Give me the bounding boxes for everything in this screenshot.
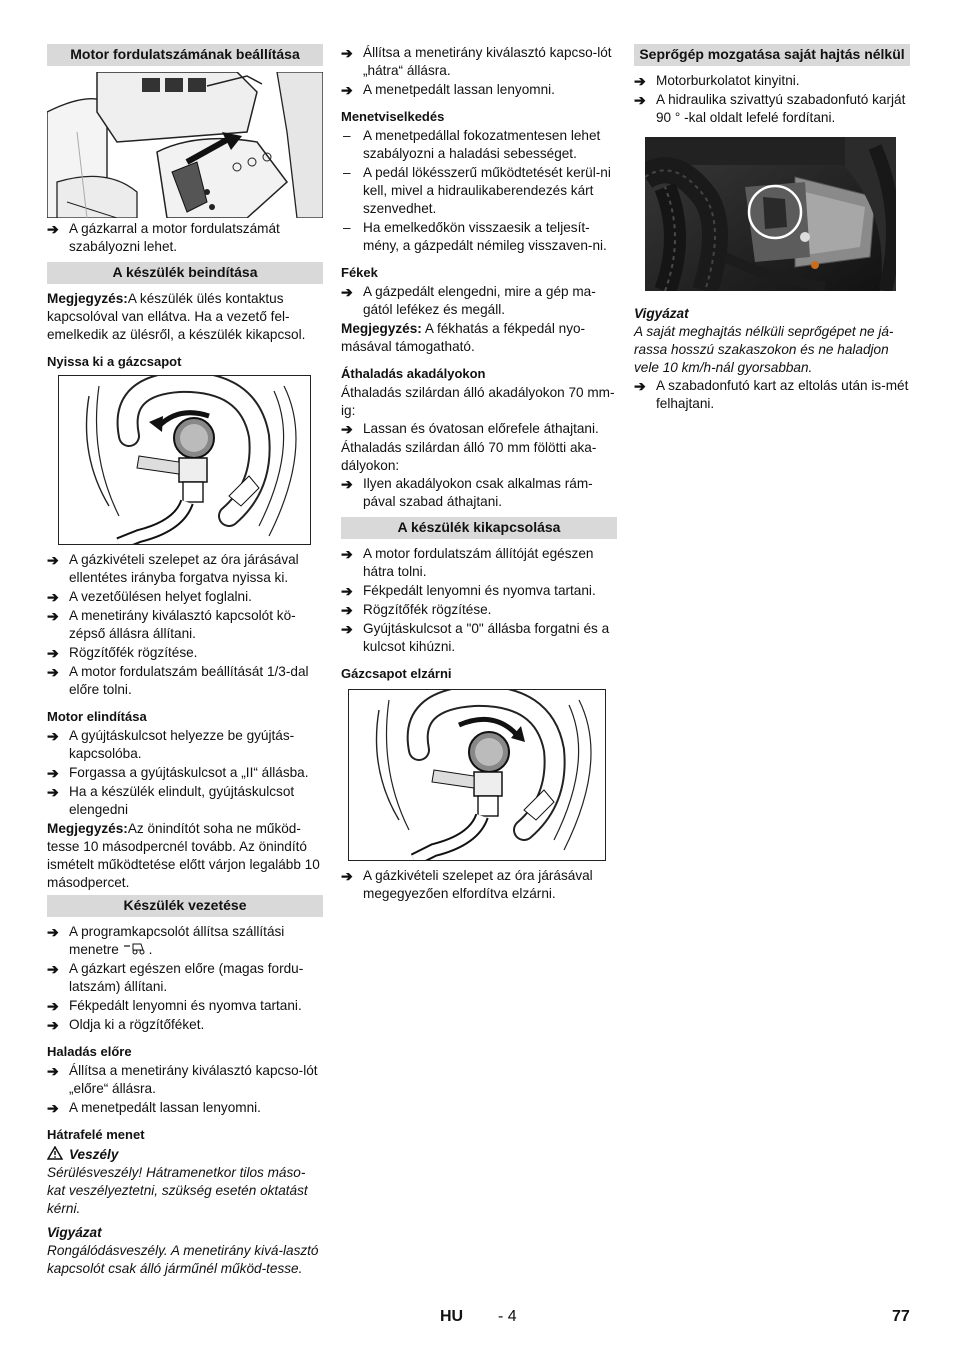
arrow-right-icon: ➔ xyxy=(47,998,59,1014)
footer-language: HU xyxy=(440,1308,464,1325)
section-heading-driving: Készülék vezetése xyxy=(47,895,323,917)
arrow-right-icon: ➔ xyxy=(341,421,353,437)
figure-hydraulic-pump-photo xyxy=(645,137,896,291)
subheading-reverse: Hátrafelé menet xyxy=(47,1127,145,1142)
arrow-right-icon: ➔ xyxy=(634,378,646,394)
figure-throttle-lever xyxy=(47,72,323,218)
warning-text: Sérülésveszély! Hátramenetkor tilos máso-kat veszélyeztetni, szükség esetén oktatást kérni. xyxy=(47,1165,308,1216)
list-item: ➔ A gázpedált elengedni, mire a gép ma-gától lefékez és megáll. xyxy=(341,284,596,317)
arrow-right-icon: ➔ xyxy=(341,602,353,618)
subheading-start-engine: Motor elindítása xyxy=(47,709,147,724)
arrow-right-icon: ➔ xyxy=(47,589,59,605)
list-item: ➔ Fékpedált lenyomni és nyomva tartani. xyxy=(341,583,596,599)
note-brake: Megjegyzés: A fékhatás a fékpedál nyo-másával támogatható. xyxy=(341,321,586,354)
arrow-right-icon: ➔ xyxy=(634,73,646,89)
warning-label: Veszély xyxy=(47,1146,323,1164)
list-item: ➔ Ha a készülék elindult, gyújtáskulcsot elengedni xyxy=(47,784,295,817)
steps-drive-list xyxy=(47,960,323,1034)
list-item: ➔ A motor fordulatszám beállítását 1/3-dal előre tolni. xyxy=(47,664,309,697)
arrow-right-icon: ➔ xyxy=(47,664,59,680)
list-item: ➔ Állítsa a menetirány kiválasztó kapcso-lót „előre“ állásra. xyxy=(47,1063,318,1096)
arrow-right-icon: ➔ xyxy=(341,45,353,61)
list-item: ➔ A vezetőülésen helyet foglalni. xyxy=(47,589,252,605)
subheading-open-gas: Nyissa ki a gázcsapot xyxy=(47,354,182,369)
arrow-right-icon: ➔ xyxy=(341,583,353,599)
arrow-right-icon: ➔ xyxy=(47,221,59,237)
list-item: ➔ Rögzítőfék rögzítése. xyxy=(341,602,492,618)
section-heading-motor-speed: Motor fordulatszámának beállítása xyxy=(47,44,323,66)
list-item: – Ha emelkedőkön visszaesik a teljesít-mény, a gázpedált némileg visszaven-ni. xyxy=(343,220,607,253)
subheading-obstacles: Áthaladás akadályokon xyxy=(341,366,486,381)
transport-mode-icon xyxy=(123,942,149,955)
arrow-right-icon: ➔ xyxy=(47,784,59,800)
caution-text: Rongálódásveszély. A menetirány kivá-lasztó kapcsolót csak álló járműnél működ-tesse. xyxy=(47,1243,319,1276)
list-item: ➔ A gázkart egészen előre (magas fordu-latszám) állítani. xyxy=(47,961,304,994)
arrow-right-icon: ➔ xyxy=(341,82,353,98)
arrow-right-icon: ➔ xyxy=(341,621,353,637)
column-middle xyxy=(341,44,617,904)
arrow-right-icon: ➔ xyxy=(47,1100,59,1116)
list-item: ➔ A programkapcsolót állítsa szállítási menetre . xyxy=(47,924,285,957)
subheading-brakes: Fékek xyxy=(341,265,378,280)
subheading-driving-behaviour: Menetviselkedés xyxy=(341,109,445,124)
steps-shutdown-list xyxy=(341,545,617,656)
footer-section-page: - 4 xyxy=(498,1308,517,1325)
steps-prepare-list xyxy=(47,551,323,699)
warning-triangle-icon xyxy=(47,1146,63,1160)
arrow-right-icon: ➔ xyxy=(47,608,59,624)
figure-open-gas-valve xyxy=(58,375,311,545)
section-heading-shutdown: A készülék kikapcsolása xyxy=(341,517,617,539)
list-item: ➔ A menetpedált lassan lenyomni. xyxy=(47,1100,261,1116)
list-item: – A pedál lökésszerű működtetését kerül-ni kell, mivel a hidraulikaberendezés kárt szenvedhet. xyxy=(343,165,611,216)
list-item: ➔ Motorburkolatot kinyitni. xyxy=(634,73,800,89)
arrow-right-icon: ➔ xyxy=(341,476,353,492)
caution-label: Vigyázat xyxy=(634,306,689,321)
list-item: ➔ A gyújtáskulcsot helyezze be gyújtás-kapcsolóba. xyxy=(47,728,295,761)
caution-text: A saját meghajtás nélküli seprőgépet ne já-rassa hosszú szakaszokon és ne haladjon vele 10 km/h-nál gyorsabban. xyxy=(634,324,894,375)
arrow-right-icon: ➔ xyxy=(47,924,59,940)
arrow-right-icon: ➔ xyxy=(341,868,353,884)
arrow-right-icon: ➔ xyxy=(47,1063,59,1079)
list-item: ➔ A szabadonfutó kart az eltolás után is-mét felhajtani. xyxy=(634,378,909,411)
column-right xyxy=(634,44,910,414)
column-left xyxy=(47,44,323,1278)
list-item: ➔ A menetpedált lassan lenyomni. xyxy=(341,82,555,98)
subheading-forward: Haladás előre xyxy=(47,1044,132,1059)
arrow-right-icon: ➔ xyxy=(47,765,59,781)
list-item: ➔ A menetirány kiválasztó kapcsolót kö-zépső állásra állítani. xyxy=(47,608,296,641)
arrow-right-icon: ➔ xyxy=(341,284,353,300)
arrow-right-icon: ➔ xyxy=(47,961,59,977)
section-heading-start: A készülék beindítása xyxy=(47,262,323,284)
list-item: ➔ Lassan és óvatosan előrefele áthajtani. xyxy=(341,421,599,437)
list-item: ➔ A gázkivételi szelepet az óra járásával megegyezően elfordítva elzárni. xyxy=(341,868,593,901)
para-obstacles-70: Áthaladás szilárdan álló akadályokon 70 mm-ig: xyxy=(341,385,615,418)
step-throttle: ➔ A gázkarral a motor fordulatszámát szabályozni lehet. xyxy=(47,221,280,254)
list-item: ➔ Rögzítőfék rögzítése. xyxy=(47,645,198,661)
list-item: ➔ Fékpedált lenyomni és nyomva tartani. xyxy=(47,998,302,1014)
arrow-right-icon: ➔ xyxy=(341,546,353,562)
arrow-right-icon: ➔ xyxy=(47,1017,59,1033)
list-item: ➔ Oldja ki a rögzítőféket. xyxy=(47,1017,205,1033)
list-item: ➔ A gázkivételi szelepet az óra járásával ellentétes irányba forgatva nyissa ki. xyxy=(47,552,299,585)
note-seat-switch: Megjegyzés:A készülék ülés kontaktus kapcsolóval van ellátva. Ha a vezető fel-emelkedik az ülésről, a készülék kikapcsol. xyxy=(47,291,306,342)
list-item: ➔ A motor fordulatszám állítóját egészen hátra tolni. xyxy=(341,546,594,579)
footer-page-number: 77 xyxy=(892,1308,910,1325)
list-item: ➔ Gyújtáskulcsot a "0" állásba forgatni és a kulcsot kihúzni. xyxy=(341,621,610,654)
arrow-right-icon: ➔ xyxy=(47,552,59,568)
subheading-close-gas: Gázcsapot elzárni xyxy=(341,666,452,681)
steps-start-list xyxy=(47,727,323,819)
arrow-right-icon: ➔ xyxy=(634,92,646,108)
list-item: ➔ Ilyen akadályokon csak alkalmas rám-pával szabad áthajtani. xyxy=(341,476,593,509)
list-item: ➔ A hidraulika szivattyú szabadonfutó karját 90 ° -kal oldalt lefelé fordítani. xyxy=(634,92,906,125)
arrow-right-icon: ➔ xyxy=(47,645,59,661)
caution-label: Vigyázat xyxy=(47,1225,102,1240)
section-heading-move-without-drive: Seprőgép mozgatása saját hajtás nélkül xyxy=(634,44,910,66)
list-item: – A menetpedállal fokozatmentesen lehet szabályozni a haladási sebességet. xyxy=(343,128,601,161)
note-starter: Megjegyzés:Az önindítót soha ne működ-tesse 10 másodpercnél tovább. Az önindító ismételt működtetése előtt várjon legalább 10 másodpercet. xyxy=(47,821,320,890)
arrow-right-icon: ➔ xyxy=(47,728,59,744)
figure-close-gas-valve xyxy=(348,689,606,861)
list-item: ➔ Állítsa a menetirány kiválasztó kapcso-lót „hátra“ állásra. xyxy=(341,45,612,78)
para-obstacles-over70: Áthaladás szilárdan álló 70 mm fölötti aka-dályokon: xyxy=(341,440,597,473)
list-item: ➔ Forgassa a gyújtáskulcsot a „II“ állásba. xyxy=(47,765,309,781)
